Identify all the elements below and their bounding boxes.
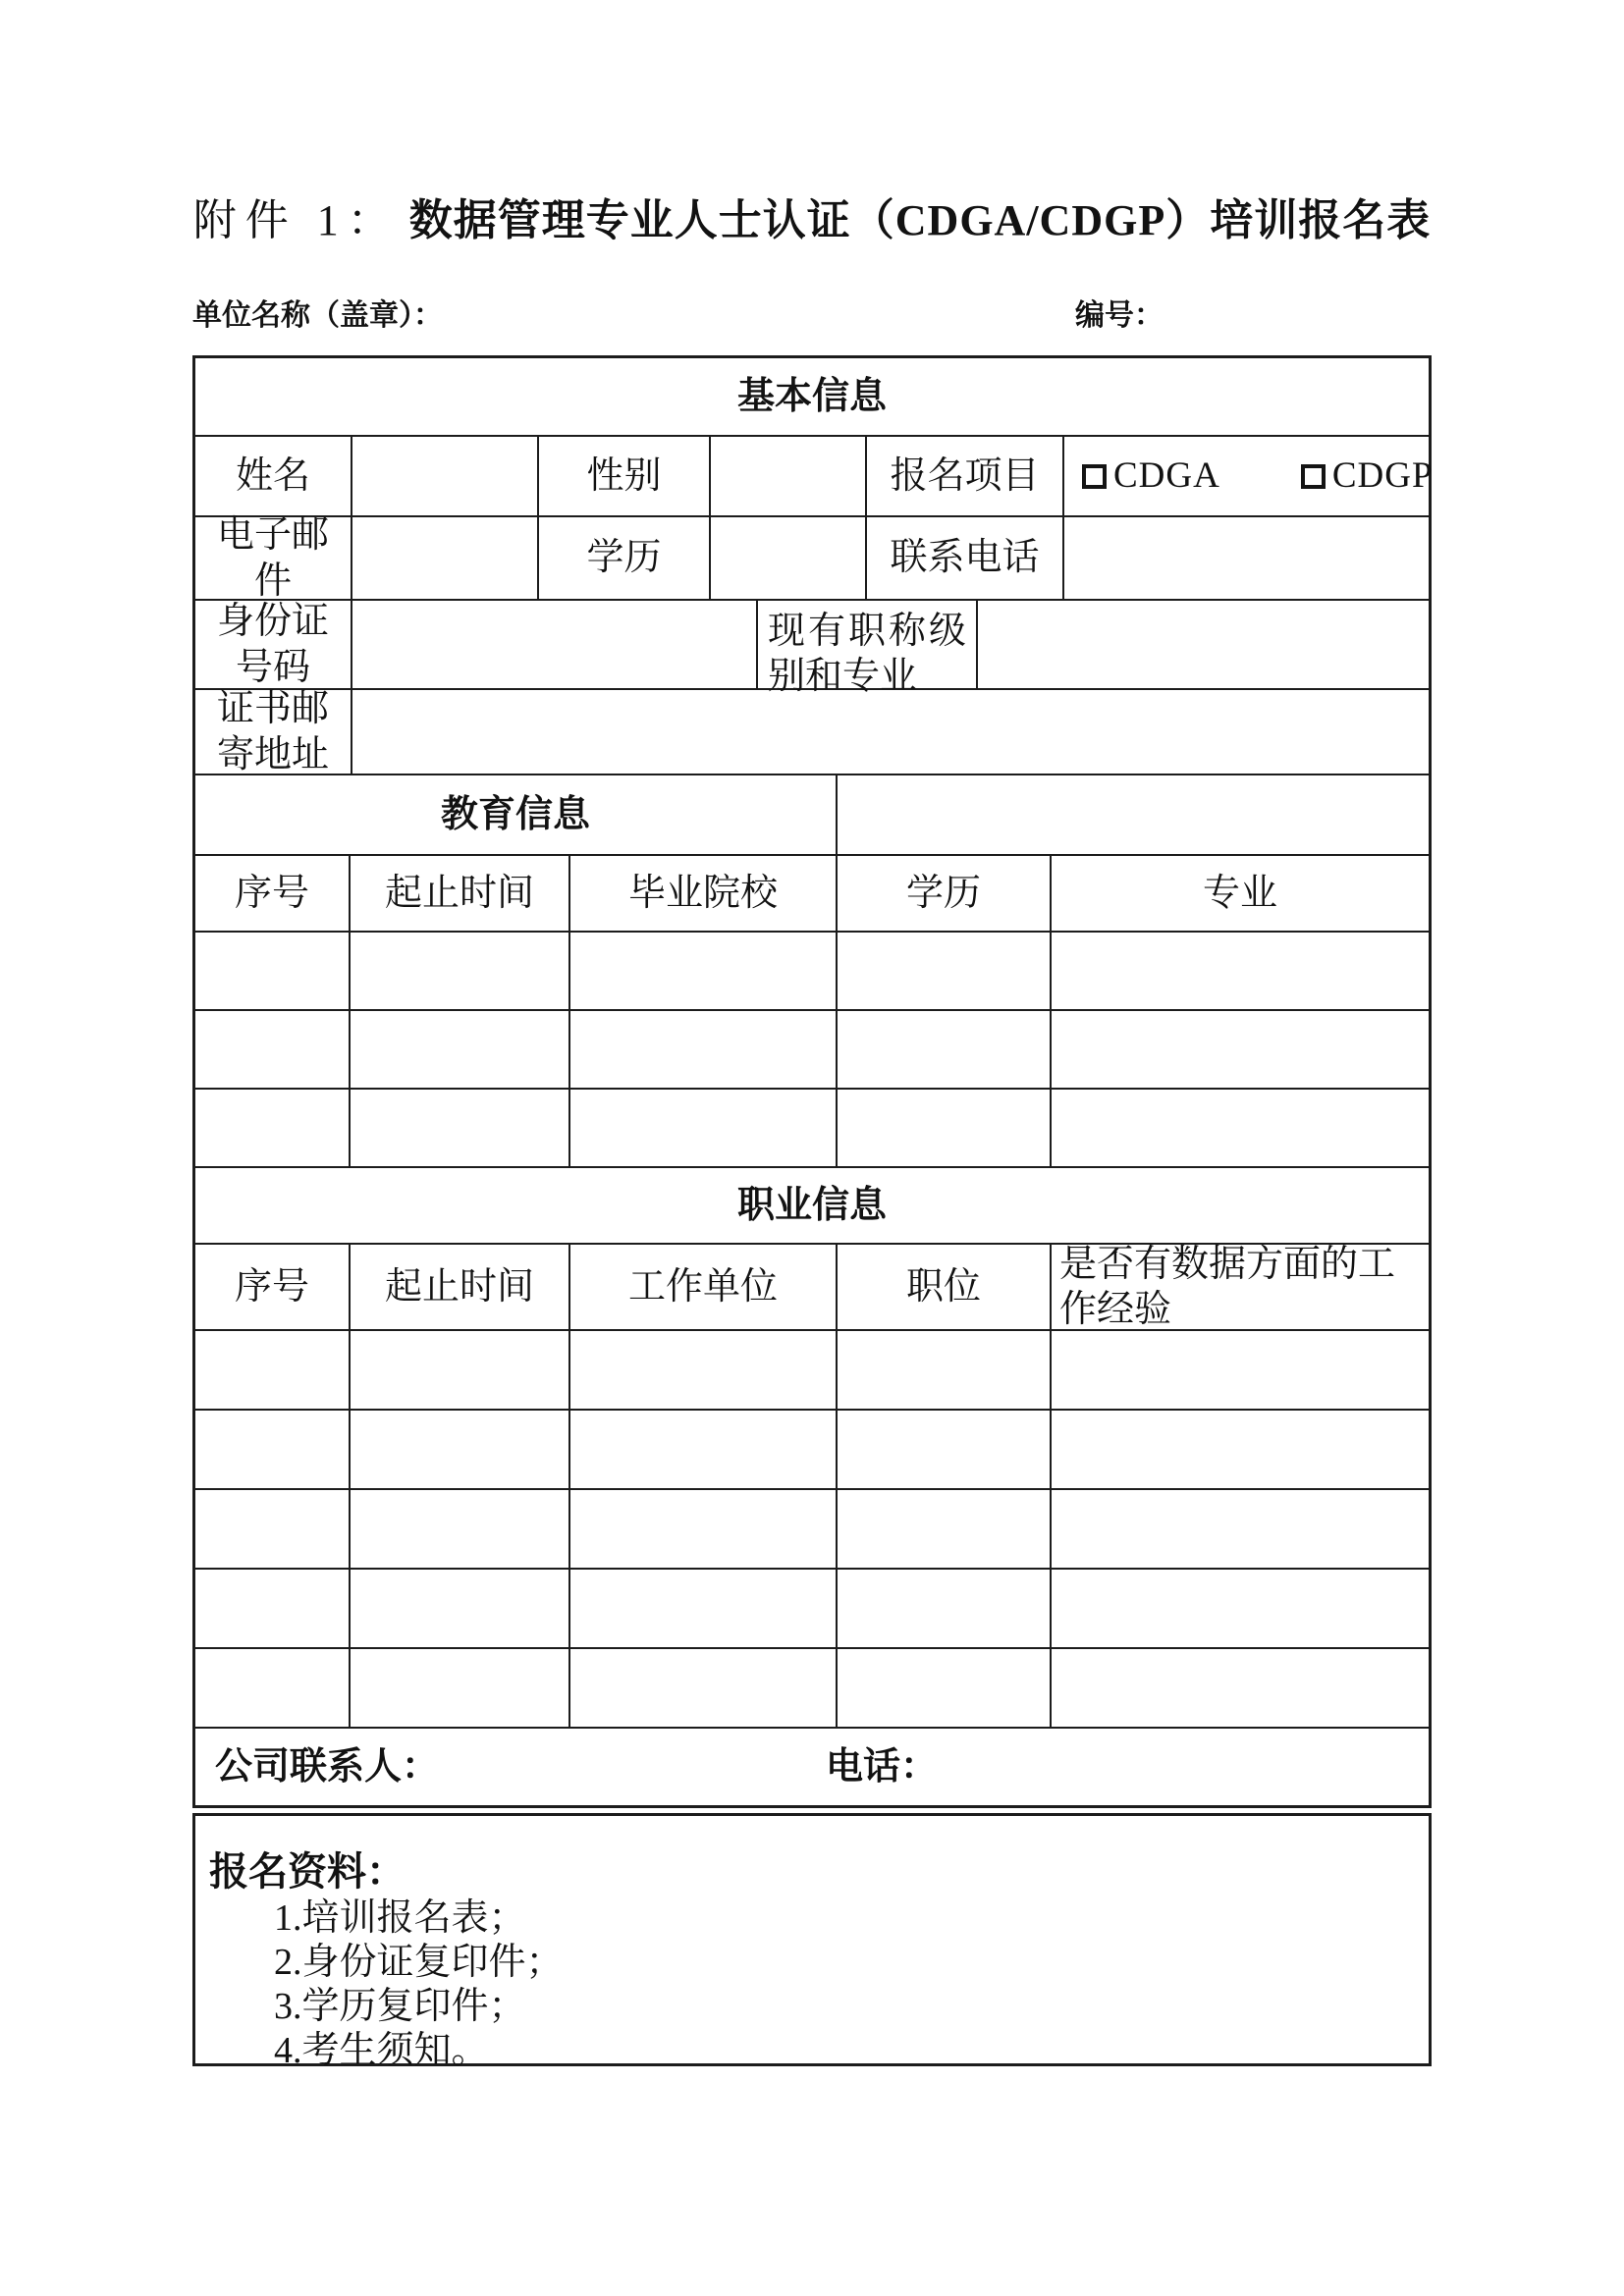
- occupation-row-cell[interactable]: [349, 1570, 568, 1647]
- unit-name-label: 单位名称（盖章）：: [192, 299, 443, 332]
- education-row-cell[interactable]: [836, 1090, 1050, 1166]
- education-header-empty-cell: [836, 775, 1429, 854]
- occupation-section-title: 职业信息: [736, 1184, 887, 1226]
- project-options-cell: [1062, 437, 1437, 515]
- education-row-cell[interactable]: [1050, 1011, 1429, 1088]
- title-level-field-cell[interactable]: [976, 601, 1429, 688]
- education-row-cell[interactable]: [195, 1011, 349, 1088]
- id-number-field-cell[interactable]: [351, 601, 756, 688]
- occupation-row-cell[interactable]: [836, 1490, 1050, 1568]
- education-row-cell[interactable]: [568, 933, 836, 1009]
- id-title-row: [195, 599, 1429, 698]
- name-label: 姓名: [235, 454, 310, 497]
- occupation-row-cell[interactable]: [195, 1649, 349, 1727]
- cdga-option-label: CDGA: [1113, 455, 1220, 497]
- materials-item: 1.培训报名表；: [274, 1897, 526, 1939]
- occupation-row-cell[interactable]: [568, 1411, 836, 1488]
- occupation-row: [195, 1647, 1429, 1727]
- education-row-cell[interactable]: [195, 1090, 349, 1166]
- education-header-row: [195, 774, 1429, 854]
- id-number-label: 身份证号码: [216, 601, 329, 688]
- name-gender-project-row: [195, 435, 1434, 515]
- phone-field-cell[interactable]: [1062, 517, 1429, 599]
- education-row-cell[interactable]: [568, 1011, 836, 1088]
- serial-number-label: 编号：: [1075, 299, 1164, 332]
- occupation-row-cell[interactable]: [1050, 1331, 1429, 1409]
- occupation-col-seq: 序号: [234, 1265, 309, 1308]
- name-field-cell[interactable]: [351, 437, 537, 515]
- materials-box: [192, 1813, 1432, 2071]
- phone-label: 联系电话: [865, 517, 1062, 599]
- attachment-label: 附件 1：: [192, 196, 400, 244]
- email-field-cell[interactable]: [351, 517, 537, 599]
- email-degree-phone-row: [195, 514, 1429, 602]
- materials-item: 2.身份证复印件；: [274, 1942, 564, 1983]
- gender-label: 性别: [537, 437, 709, 515]
- education-row-cell[interactable]: [1050, 1090, 1429, 1166]
- title-level-label: 现有职称级别和专业: [756, 601, 976, 688]
- occupation-row-cell[interactable]: [349, 1331, 568, 1409]
- education-row-cell[interactable]: [349, 1011, 568, 1088]
- education-row-cell[interactable]: [1050, 933, 1429, 1009]
- occupation-row-cell[interactable]: [836, 1411, 1050, 1488]
- occupation-row-cell[interactable]: [568, 1490, 836, 1568]
- contact-phone-label: 电话：: [826, 1745, 939, 1788]
- meta-row: [192, 291, 1432, 330]
- form-title: 数据管理专业人士认证（CDGA/CDGP）培训报名表: [408, 196, 1432, 244]
- occupation-col-data-experience: 是否有数据方面的工作经验: [1050, 1245, 1429, 1329]
- materials-item: 3.学历复印件；: [274, 1986, 526, 2027]
- occupation-col-employer: 工作单位: [568, 1245, 836, 1329]
- occupation-row-cell[interactable]: [349, 1490, 568, 1568]
- occupation-row-cell[interactable]: [195, 1570, 349, 1647]
- occupation-row-cell[interactable]: [836, 1649, 1050, 1727]
- education-row-cell[interactable]: [195, 933, 349, 1009]
- degree-label: 学历: [537, 517, 709, 599]
- materials-list: [274, 1896, 1409, 2073]
- occupation-row-cell[interactable]: [195, 1331, 349, 1409]
- materials-item: 4.考生须知。: [274, 2030, 489, 2071]
- checkbox-icon: [1301, 464, 1326, 489]
- cert-address-row: [195, 688, 1429, 774]
- cdgp-checkbox[interactable]: [1301, 454, 1434, 498]
- education-row: [195, 1009, 1429, 1088]
- occupation-col-position: 职位: [836, 1245, 1050, 1329]
- occupation-row-cell[interactable]: [836, 1331, 1050, 1409]
- education-row: [195, 1088, 1429, 1166]
- education-row: [195, 931, 1429, 1009]
- occupation-header-row: [195, 1166, 1429, 1243]
- occupation-row: [195, 1329, 1429, 1409]
- occupation-row-cell[interactable]: [836, 1570, 1050, 1647]
- occupation-row-cell[interactable]: [1050, 1490, 1429, 1568]
- education-section-title: 教育信息: [440, 793, 590, 835]
- occupation-row-cell[interactable]: [349, 1649, 568, 1727]
- project-label: 报名项目: [865, 437, 1062, 515]
- education-col-period: 起止时间: [349, 856, 568, 931]
- basic-info-section-title: 基本信息: [736, 375, 887, 417]
- occupation-row-cell[interactable]: [568, 1570, 836, 1647]
- occupation-row-cell[interactable]: [1050, 1411, 1429, 1488]
- registration-form-table: [192, 355, 1432, 1808]
- page-title: [0, 0, 1624, 247]
- email-label: 电子邮件: [216, 514, 329, 602]
- occupation-columns-row: [195, 1243, 1429, 1329]
- materials-title: 报名资料：: [209, 1849, 406, 1894]
- occupation-row-cell[interactable]: [568, 1649, 836, 1727]
- degree-field-cell[interactable]: [709, 517, 865, 599]
- occupation-row-cell[interactable]: [195, 1490, 349, 1568]
- gender-field-cell[interactable]: [709, 437, 865, 515]
- cert-address-field-cell[interactable]: [351, 690, 1429, 774]
- basic-info-header-row: [195, 358, 1429, 435]
- cdgp-option-label: CDGP: [1331, 455, 1434, 497]
- occupation-row-cell[interactable]: [349, 1411, 568, 1488]
- education-col-degree: 学历: [836, 856, 1050, 931]
- occupation-row-cell[interactable]: [1050, 1649, 1429, 1727]
- occupation-row-cell[interactable]: [1050, 1570, 1429, 1647]
- occupation-col-period: 起止时间: [349, 1245, 568, 1329]
- occupation-row: [195, 1488, 1429, 1568]
- occupation-row-cell[interactable]: [195, 1411, 349, 1488]
- education-row-cell[interactable]: [836, 933, 1050, 1009]
- education-col-seq: 序号: [234, 872, 309, 914]
- education-row-cell[interactable]: [836, 1011, 1050, 1088]
- education-col-school: 毕业院校: [568, 856, 836, 931]
- education-col-major: 专业: [1050, 856, 1429, 931]
- company-contact-row: [195, 1727, 1429, 1805]
- occupation-row: [195, 1568, 1429, 1647]
- education-row-cell[interactable]: [349, 933, 568, 1009]
- checkbox-icon: [1082, 464, 1107, 489]
- education-columns-row: [195, 854, 1429, 931]
- education-row-cell[interactable]: [568, 1090, 836, 1166]
- company-contact-label: 公司联系人：: [215, 1745, 440, 1788]
- cert-address-label: 证书邮寄地址: [216, 688, 329, 775]
- occupation-row: [195, 1409, 1429, 1488]
- company-contact-cell[interactable]: [195, 1729, 1429, 1805]
- occupation-row-cell[interactable]: [568, 1331, 836, 1409]
- cdga-checkbox[interactable]: [1082, 454, 1220, 498]
- education-row-cell[interactable]: [349, 1090, 568, 1166]
